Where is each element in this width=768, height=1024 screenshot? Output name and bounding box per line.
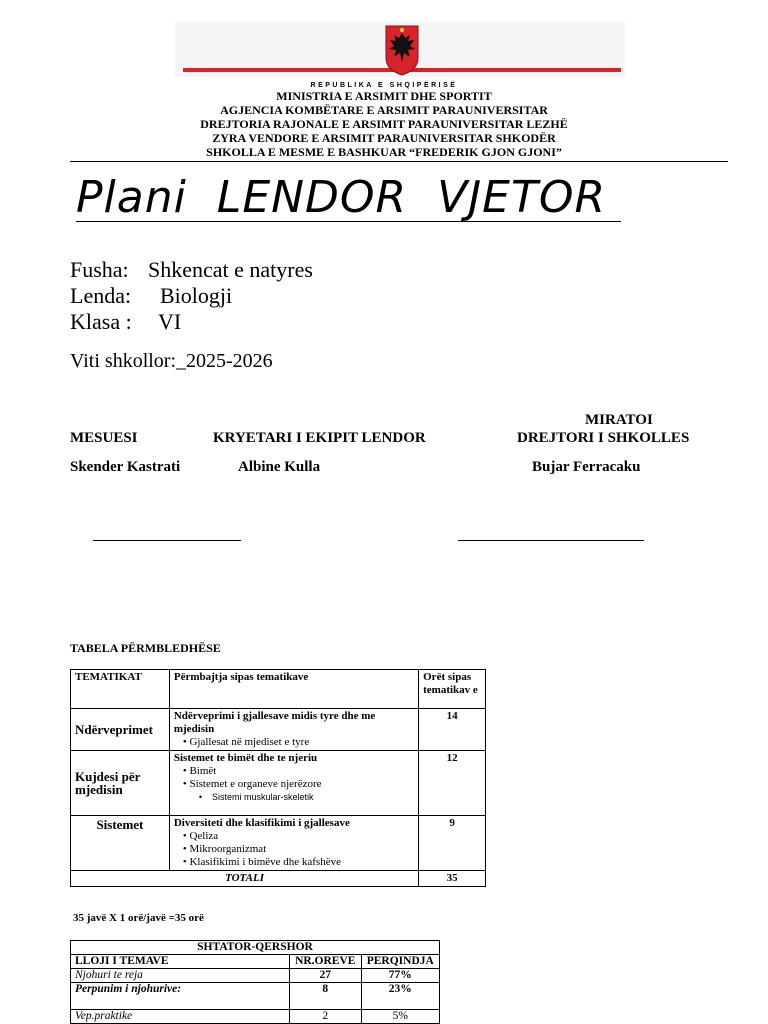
topic-type: Vep.praktike [71, 1010, 290, 1024]
header-line-ministry: MINISTRIA E ARSIMIT DHE SPORTIT [276, 89, 492, 103]
list-item: • Sistemet e organeve njerëzore [183, 778, 414, 791]
header-line-school: SHKOLLA E MESME E BASHKUAR “FREDERIK GJON GJONI” [206, 145, 562, 159]
total-label: TOTALI [71, 871, 419, 887]
header-line-regional: DREJTORIA RAJONALE E ARSIMIT PARAUNIVERSITAR LEZHË [200, 117, 568, 131]
director-name: Bujar Ferracaku [532, 459, 641, 475]
content-title: Ndërveprimi i gjallesave midis tyre dhe me mjedisin [173, 710, 376, 735]
hours-count: 27 [290, 969, 362, 983]
table-row [71, 1010, 440, 1024]
content-title: Diversiteti dhe klasifikimi i gjallesave [173, 817, 350, 829]
hours-count: 2 [290, 1010, 362, 1024]
header-line-office: ZYRA VENDORE E ARSIMIT PARAUNIVERSITAR SHKODËR [212, 131, 556, 145]
hours-count: 8 [290, 983, 362, 1010]
class-label: Klasa : [70, 309, 132, 334]
teacher-label: MESUESI [70, 430, 138, 446]
theme-cell: Sistemet [71, 816, 170, 871]
topic-type: Perpunim i njohurive: [71, 983, 290, 1010]
column-header: LLOJI I TEMAVE [71, 955, 290, 969]
distribution-table-title: SHTATOR-QERSHOR [71, 941, 440, 955]
column-header: TEMATIKAT [71, 670, 170, 709]
subject-row [70, 283, 232, 309]
column-header: Përmbajtja sipas tematikave [169, 670, 418, 709]
field-label: Fusha: [70, 257, 129, 282]
table-row [71, 983, 440, 1010]
distribution-table [70, 940, 440, 1024]
list-item: • Gjallesat në mjediset e tyre [183, 736, 414, 749]
hours-cell: 12 [419, 751, 486, 816]
percentage: 77% [361, 969, 439, 983]
table-header-row [71, 670, 486, 709]
sub-list-item: • Sistemi muskular-skeletik [174, 791, 414, 804]
percentage: 23% [361, 983, 439, 1010]
header-line-agency: AGJENCIA KOMBËTARE E ARSIMIT PARAUNIVERSITAR [220, 103, 548, 117]
list-item: • Klasifikimi i bimëve dhe kafshëve [183, 856, 414, 869]
approved-label: MIRATOI [585, 412, 653, 428]
signature-line-teacher [93, 540, 241, 541]
team-leader-label: KRYETARI I EKIPIT LENDOR [213, 430, 426, 446]
summary-table [70, 669, 486, 887]
hours-cell: 9 [419, 816, 486, 871]
teacher-name: Skender Kastrati [70, 459, 181, 475]
signature-line-director [458, 540, 644, 541]
table-row [71, 751, 486, 816]
theme-cell: Ndërveprimet [71, 709, 170, 751]
table-total-row [71, 871, 486, 887]
content-list [174, 765, 414, 791]
summary-table-title: TABELA PËRMBLEDHËSE [70, 641, 221, 655]
field-value: Shkencat e natyres [148, 257, 313, 282]
table-row [71, 969, 440, 983]
field-row [70, 257, 313, 283]
table-header-row [71, 955, 440, 969]
hours-cell: 14 [419, 709, 486, 751]
team-leader-name: Albine Kulla [238, 459, 321, 475]
content-cell [169, 709, 418, 751]
republic-label: REPUBLIKA E SHQIPËRISË [310, 82, 458, 89]
topic-type: Njohuri te reja [71, 969, 290, 983]
percentage: 5% [361, 1010, 439, 1024]
hours-formula: 35 javë X 1 orë/javë =35 orë [73, 912, 204, 924]
content-cell [169, 816, 418, 871]
school-year: Viti shkollor:_2025-2026 [70, 350, 273, 372]
column-header: NR.OREVE [290, 955, 362, 969]
table-title-row [71, 941, 440, 955]
column-header: Orët sipas tematikav e [419, 670, 486, 709]
content-title: Sistemet te bimët dhe te njeriu [173, 752, 318, 764]
content-cell [169, 751, 418, 816]
column-header: PERQINDJA [361, 955, 439, 969]
total-hours: 35 [419, 871, 486, 887]
subject-label: Lenda: [70, 283, 132, 308]
class-row [70, 309, 181, 335]
list-item: • Qeliza [183, 830, 414, 843]
table-row [71, 709, 486, 751]
list-item: • Bimët [183, 765, 414, 778]
header-divider [70, 161, 728, 162]
table-row [71, 816, 486, 871]
albanian-emblem-icon [384, 24, 420, 76]
theme-cell: Kujdesi për mjedisin [71, 751, 170, 816]
director-label: DREJTORI I SHKOLLES [517, 430, 690, 446]
content-list [174, 736, 414, 749]
class-value: VI [158, 309, 182, 334]
list-item: • Mikroorganizmat [183, 843, 414, 856]
subject-value: Biologji [160, 283, 233, 308]
content-list [174, 830, 414, 869]
document-title: Plani LENDOR VJETOR [76, 172, 622, 223]
